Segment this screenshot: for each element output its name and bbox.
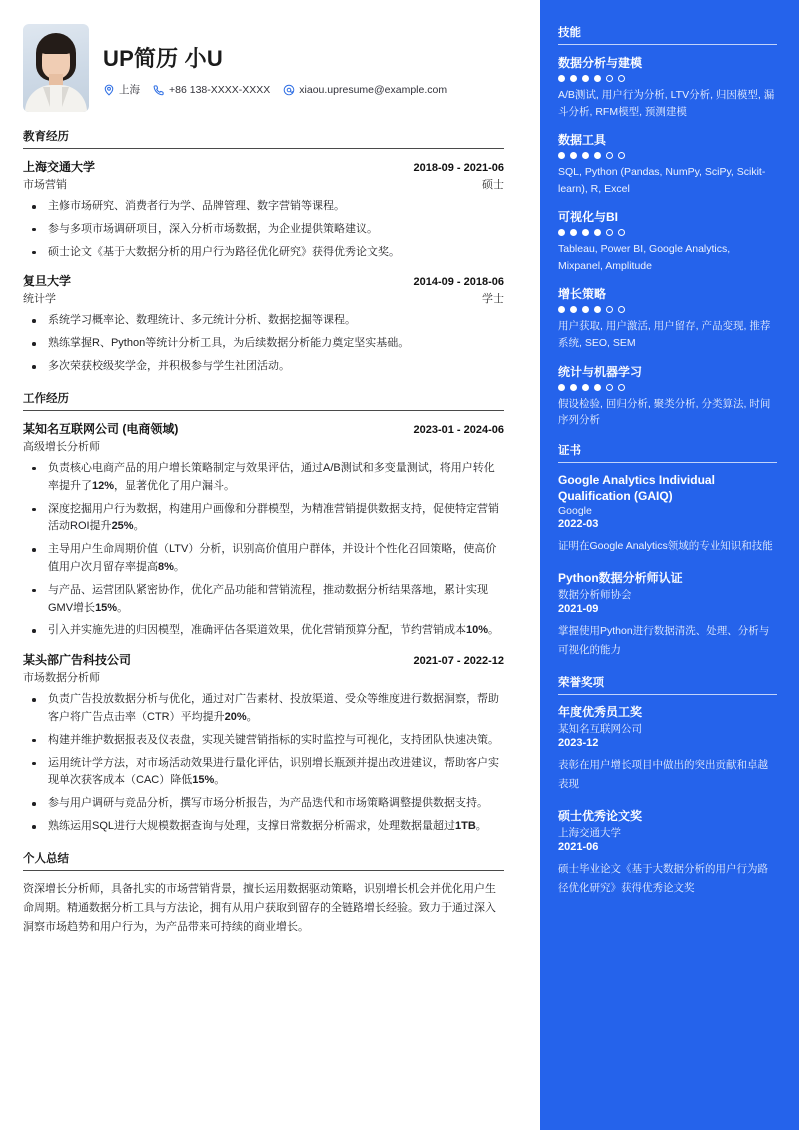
skill-entry [558, 54, 777, 120]
bullet-item: 参与用户调研与竞品分析，撰写市场分析报告，为产品迭代和市场策略调整提供数据支持。 [23, 795, 504, 813]
skill-level-dots [558, 384, 777, 391]
section-title-skills: 技能 [558, 27, 581, 39]
skill-name: 数据分析与建模 [558, 56, 643, 70]
bullet-item: 熟练运用SQL进行大规模数据查询与处理，支撑日常数据分析需求，处理数据量超过1TB。 [23, 818, 504, 836]
credential-date: 2023-12 [558, 736, 599, 749]
summary-text: 资深增长分析师，具备扎实的市场营销背景，擅长运用数据驱动策略，识别增长机会并优化用户生命周期。精通数据分析工具与方法论，拥有从用户获取到留存的全链路增长经验。致力于通过深入洞察市场趋势和用户行为，为产品带来可持续的商业增长。 [23, 882, 496, 933]
skill-level-dot [570, 75, 577, 82]
resume-header [23, 24, 504, 112]
skill-level-dot [594, 384, 601, 391]
skill-detail: SQL, Python (Pandas, NumPy, SciPy, Scikit-learn), R, Excel [558, 166, 766, 195]
skill-detail: A/B测试, 用户行为分析, LTV分析, 归因模型, 漏斗分析, RFM模型, 预测建模 [558, 89, 775, 118]
credential-entry [558, 570, 777, 661]
education-entries [23, 158, 504, 376]
section-divider [23, 870, 504, 871]
work-date: 2023-01 - 2024-06 [413, 423, 504, 436]
skill-level-dot [618, 229, 625, 236]
work-org: 某头部广告科技公司 [23, 653, 132, 668]
skill-level-dot [606, 306, 613, 313]
credential-name: Python数据分析师认证 [558, 570, 683, 585]
bullet-item: 熟练掌握R、Python等统计分析工具，为后续数据分析能力奠定坚实基础。 [23, 335, 504, 353]
contact-email [283, 84, 447, 96]
skill-detail: Tableau, Power BI, Google Analytics, Mixpanel, Amplitude [558, 243, 731, 272]
skill-entry [558, 363, 777, 429]
skill-level-dot [618, 75, 625, 82]
section-awards [558, 674, 777, 899]
bullet-item: 构建并维护数据报表及仪表盘，实现关键营销指标的实时监控与可视化，支持团队快速决策。 [23, 732, 504, 750]
work-bullets [23, 460, 504, 640]
award-list [558, 704, 777, 899]
bullet-item: 主导用户生命周期价值（LTV）分析，识别高价值用户群体，并设计个性化召回策略，使高价值用户次月留存率提高8%。 [23, 541, 504, 577]
skill-level-dot [606, 229, 613, 236]
work-role: 市场数据分析师 [23, 672, 100, 685]
bullet-item: 多次荣获校级奖学金，并积极参与学生社团活动。 [23, 358, 504, 376]
work-entry [23, 651, 504, 836]
bullet-item: 负责广告投放数据分析与优化，通过对广告素材、投放渠道、受众等维度进行数据洞察，帮助客户将广告点击率（CTR）平均提升20%。 [23, 691, 504, 727]
skill-level-dots [558, 306, 777, 313]
credential-org: 上海交通大学 [558, 826, 621, 839]
credential-name: 年度优秀员工奖 [558, 704, 643, 719]
credential-description: 硕士毕业论文《基于大数据分析的用户行为路径优化研究》获得优秀论文奖 [558, 862, 768, 895]
credential-description: 证明在Google Analytics领域的专业知识和技能 [558, 540, 773, 553]
skill-level-dot [594, 306, 601, 313]
skill-level-dot [582, 229, 589, 236]
skill-name: 数据工具 [558, 133, 607, 148]
bullet-item: 参与多项市场调研项目，深入分析市场数据，为企业提供策略建议。 [23, 221, 504, 239]
contact-phone [153, 84, 270, 96]
work-entry [23, 420, 504, 640]
phone-icon [153, 84, 165, 96]
credential-date: 2022-03 [558, 518, 599, 531]
credential-entry [558, 472, 777, 557]
education-entry [23, 158, 504, 261]
skill-level-dots [558, 75, 777, 82]
education-org: 上海交通大学 [23, 160, 96, 174]
education-org: 复旦大学 [23, 274, 72, 289]
skill-level-dot [570, 152, 577, 159]
bullet-item: 深度挖掘用户行为数据，构建用户画像和分群模型，为精准营销提供数据支持，促使特定营销活动ROI提升25%。 [23, 501, 504, 537]
section-divider [558, 694, 777, 695]
work-bullets [23, 691, 504, 836]
education-bullets [23, 198, 504, 261]
credential-entry [558, 704, 777, 795]
bullet-item: 与产品、运营团队紧密协作，优化产品功能和营销流程，推动数据分析结果落地，累计实现GMV增长15%。 [23, 582, 504, 618]
candidate-name: UP简历 小U [103, 46, 223, 71]
at-email-icon [283, 84, 295, 96]
work-date: 2021-07 - 2022-12 [413, 655, 504, 668]
certificate-list [558, 472, 777, 661]
section-education [23, 128, 504, 376]
location-pin-icon [103, 84, 115, 96]
section-title-certificates: 证书 [558, 444, 581, 457]
profile-photo [23, 24, 89, 112]
skill-detail: 用户获取, 用户激活, 用户留存, 产品变现, 推荐系统, SEO, SEM [558, 320, 771, 350]
section-divider [558, 462, 777, 463]
credential-org: 某知名互联网公司 [558, 722, 642, 735]
skill-entry [558, 285, 777, 351]
credential-date: 2021-06 [558, 840, 599, 853]
credential-description: 掌握使用Python进行数据清洗、处理、分析与可视化的能力 [558, 624, 770, 657]
skill-level-dot [570, 306, 577, 313]
section-title-awards: 荣誉奖项 [558, 676, 604, 689]
bullet-item: 引入并实施先进的归因模型，准确评估各渠道效果，优化营销预算分配，节约营销成本10%。 [23, 622, 504, 640]
section-title-summary: 个人总结 [23, 852, 69, 865]
bullet-item: 系统学习概率论、数理统计、多元统计分析、数据挖掘等课程。 [23, 312, 504, 330]
skill-level-dot [618, 152, 625, 159]
contact-email-text: xiaou.upresume@example.com [299, 83, 448, 96]
education-date: 2018-09 - 2021-06 [413, 162, 504, 174]
section-title-education: 教育经历 [23, 131, 69, 143]
education-entry [23, 272, 504, 375]
education-major: 统计学 [23, 293, 56, 306]
skill-level-dot [570, 229, 577, 236]
bullet-item: 主修市场研究、消费者行为学、品牌管理、数字营销等课程。 [23, 198, 504, 216]
skill-level-dot [594, 152, 601, 159]
credential-org: Google [558, 505, 592, 518]
skill-level-dot [582, 75, 589, 82]
skill-level-dots [558, 229, 777, 236]
sidebar-column [540, 0, 799, 1130]
credential-entry [558, 808, 777, 899]
skill-level-dot [558, 384, 565, 391]
section-divider [23, 148, 504, 149]
contact-location-text: 上海 [119, 84, 140, 96]
skill-name: 增长策略 [558, 287, 607, 302]
education-bullets [23, 312, 504, 375]
section-title-work: 工作经历 [23, 392, 69, 405]
skill-level-dot [606, 384, 613, 391]
skill-list [558, 54, 777, 429]
skill-level-dot [582, 384, 589, 391]
credential-description: 表彰在用户增长项目中做出的突出贡献和卓越表现 [558, 758, 768, 791]
section-work [23, 390, 504, 836]
credential-name: Google Analytics Individual Qualification (GAIQ) [558, 472, 715, 503]
skill-entry [558, 131, 777, 197]
skill-level-dot [594, 229, 601, 236]
skill-level-dot [558, 229, 565, 236]
skill-level-dot [558, 152, 565, 159]
bullet-item: 硕士论文《基于大数据分析的用户行为路径优化研究》获得优秀论文奖。 [23, 244, 504, 262]
skill-level-dot [618, 306, 625, 313]
skill-detail: 假设检验, 回归分析, 聚类分析, 分类算法, 时间序列分析 [558, 397, 771, 427]
credential-name: 硕士优秀论文奖 [558, 808, 643, 823]
bullet-item: 负责核心电商产品的用户增长策略制定与效果评估，通过A/B测试和多变量测试，将用户转化率提升了12%，显著优化了用户漏斗。 [23, 460, 504, 496]
work-org: 某知名互联网公司 (电商领域) [23, 421, 179, 436]
skill-level-dot [606, 75, 613, 82]
credential-org: 数据分析师协会 [558, 588, 632, 601]
skill-level-dot [606, 152, 613, 159]
skill-level-dot [582, 152, 589, 159]
skill-level-dot [582, 306, 589, 313]
work-role: 高级增长分析师 [23, 440, 100, 453]
contact-list [103, 82, 504, 97]
skill-level-dot [594, 75, 601, 82]
education-date: 2014-09 - 2018-06 [413, 276, 504, 289]
skill-name: 统计与机器学习 [558, 364, 643, 379]
section-summary [23, 850, 504, 937]
bullet-item: 运用统计学方法，对市场活动效果进行量化评估，识别增长瓶颈并提出改进建议，帮助客户实现单次获客成本（CAC）降低15%。 [23, 755, 504, 791]
contact-location [103, 82, 140, 97]
section-divider [23, 410, 504, 411]
skill-level-dot [558, 75, 565, 82]
work-entries [23, 420, 504, 836]
section-skills [558, 24, 777, 429]
section-divider [558, 44, 777, 45]
education-degree: 学士 [482, 293, 504, 306]
skill-level-dot [618, 384, 625, 391]
skill-level-dot [558, 306, 565, 313]
skill-level-dot [570, 384, 577, 391]
skill-name: 可视化与BI [558, 210, 619, 225]
education-major: 市场营销 [23, 179, 67, 191]
contact-phone-text: +86 138-XXXX-XXXX [169, 83, 271, 96]
section-certificates [558, 442, 777, 661]
skill-entry [558, 208, 777, 274]
skill-level-dots [558, 152, 777, 159]
education-degree: 硕士 [482, 179, 504, 191]
credential-date: 2021-09 [558, 602, 599, 615]
